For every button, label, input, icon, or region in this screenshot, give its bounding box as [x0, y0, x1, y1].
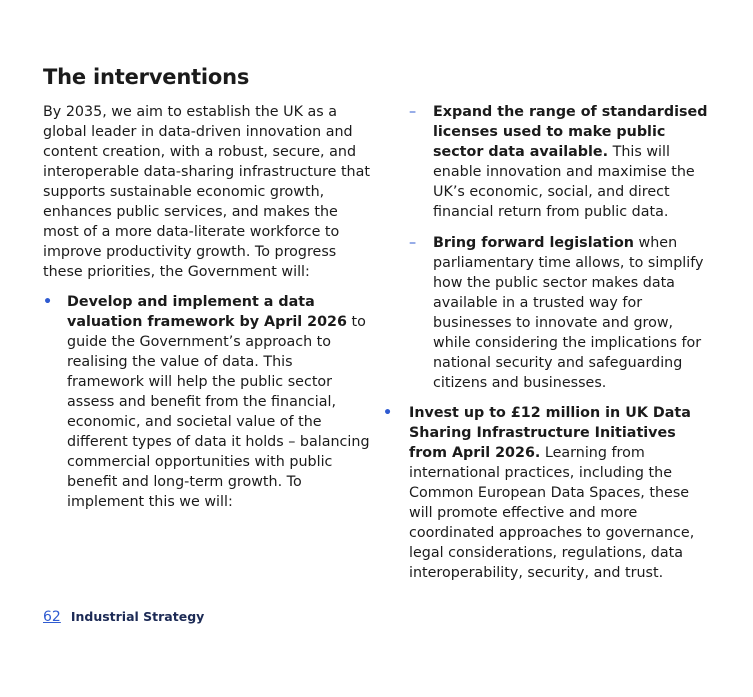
left-column	[43, 102, 373, 512]
page-number: 62	[43, 609, 61, 625]
page-title: The interventions	[43, 65, 250, 89]
bullet-bold-text: Develop and implement a data valuation framework by April 2026	[67, 294, 347, 330]
right-column	[383, 102, 713, 583]
bullet-item-data-sharing-investment	[383, 403, 713, 583]
dash-marker: –	[409, 235, 417, 251]
dash-marker: –	[409, 104, 417, 120]
sub-bullet-legislation	[383, 233, 713, 393]
bullet-marker: •	[43, 294, 53, 310]
bullet-item-valuation-framework	[43, 292, 373, 512]
sub-bullet-body-text: when parliamentary time allows, to simplify how the public sector makes data available in a trusted way for businesses to innovate and grow, while considering the implications for national security and safeguarding citizens and businesses.	[433, 235, 704, 391]
intro-paragraph: By 2035, we aim to establish the UK as a global leader in data-driven innovation and content creation, with a robust, secure, and interoperable data-sharing infrastructure that supports sustainable economic growth, enhances public services, and makes the most of a more data-literate workforce to improve productivity growth. To progress these priorities, the Government will:	[43, 104, 370, 280]
bullet-body-text: to guide the Government’s approach to realising the value of data. This framework will help the public sector assess and benefit from the financial, economic, and societal value of the different types of data it holds – balancing commercial opportunities with public benefit and long-term growth. To implement this we will:	[67, 314, 370, 510]
bullet-body-text: Learning from international practices, including the Common European Data Spaces, these will promote effective and more coordinated approaches to governance, legal considerations, regulations, data interoperability, security, and trust.	[409, 445, 695, 581]
sub-bullet-body-text: This will enable innovation and maximise the UK’s economic, social, and direct financial return from public data.	[433, 144, 695, 220]
page-footer	[43, 607, 204, 627]
document-title: Industrial Strategy	[70, 609, 205, 624]
bullet-bold-text: Invest up to £12 million in UK Data Sharing Infrastructure Initiatives from April 2026.	[409, 405, 691, 461]
sub-bullet-bold-text: Bring forward legislation	[433, 235, 634, 251]
bullet-marker: •	[383, 405, 393, 421]
sub-bullet-licenses	[383, 102, 713, 222]
sub-bullet-bold-text: Expand the range of standardised licenses used to make public sector data available.	[433, 104, 708, 160]
